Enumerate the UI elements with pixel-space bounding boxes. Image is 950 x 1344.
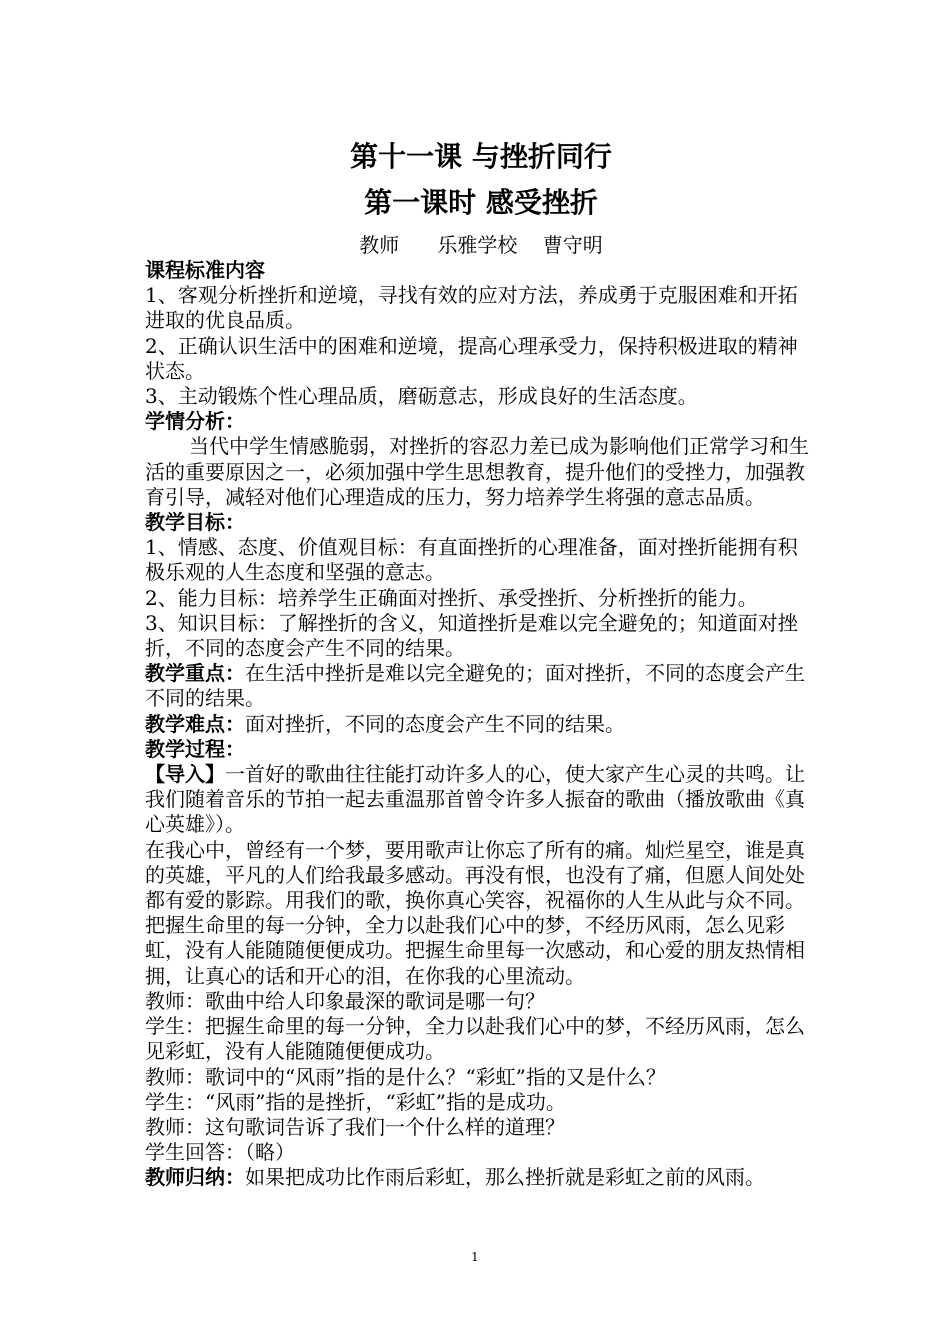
paragraph: [145, 762, 817, 838]
paragraph-text: 如果把成功比作雨后彩虹，那么挫折就是彩虹之前的风雨。: [245, 1165, 765, 1190]
paragraph-text: 面对挫折，不同的态度会产生不同的结果。: [245, 711, 625, 736]
paragraph: [145, 409, 817, 434]
author-line: 教师 乐雅学校 曹守明: [359, 233, 603, 257]
section-heading: 教学过程：: [145, 736, 245, 761]
paragraph-text: 教师：歌曲中给人印象最深的歌词是哪一句？: [145, 988, 545, 1013]
paragraph: [145, 1090, 817, 1115]
paragraph: [145, 1165, 817, 1190]
paragraph: [145, 384, 817, 409]
paragraph-text: 1、情感、态度、价值观目标：有直面挫折的心理准备，面对挫折能拥有积极乐观的人生态度和坚强的意志。: [145, 535, 798, 585]
paragraph: [145, 334, 817, 384]
paragraph-text: 一首好的歌曲往往能打动许多人的心，使大家产生心灵的共鸣。让我们随着音乐的节拍一起去重温那首曾令许多人振奋的歌曲（播放歌曲《真心英雄》）。: [145, 762, 805, 837]
paragraph-text: 当代中学生情感脆弱，对挫折的容忍力差已成为影响他们正常学习和生活的重要原因之一，必须加强中学生思想教育，提升他们的受挫力，加强教育引导，减轻对他们心理造成的压力，努力培养学生将强的意志品质。: [145, 434, 809, 509]
paragraph-text: 教师：这句歌词告诉了我们一个什么样的道理？: [145, 1114, 565, 1139]
paragraph-text: 2、正确认识生活中的困难和逆境，提高心理承受力，保持积极进取的精神状态。: [145, 333, 798, 383]
lesson-subtitle: 第一课时 感受挫折: [364, 186, 598, 219]
paragraph: [145, 661, 817, 711]
paragraph: [145, 258, 817, 283]
paragraph: [145, 838, 817, 989]
lesson-title: 第十一课 与挫折同行: [350, 140, 612, 173]
paragraph-text: 2、能力目标：培养学生正确面对挫折、承受挫折、分析挫折的能力。: [145, 585, 758, 610]
paragraph: [145, 1014, 817, 1064]
paragraph-text: 学生：把握生命里的每一分钟，全力以赴我们心中的梦，不经历风雨，怎么见彩虹，没有人能随随便便成功。: [145, 1014, 805, 1064]
document-body: [145, 258, 817, 1191]
paragraph: [145, 586, 817, 611]
page-number: 1: [471, 1250, 479, 1264]
paragraph-text: 3、主动锻炼个性心理品质，磨砺意志，形成良好的生活态度。: [145, 384, 698, 409]
document-content: [145, 138, 817, 1191]
paragraph: [145, 1115, 817, 1140]
section-heading: 教师归纳：: [145, 1165, 245, 1190]
paragraph-text: 在生活中挫折是难以完全避免的；面对挫折，不同的态度会产生不同的结果。: [145, 661, 805, 711]
paragraph-text: 学生：“风雨”指的是挫折，“彩虹”指的是成功。: [145, 1089, 566, 1114]
paragraph-text: 在我心中，曾经有一个梦，要用歌声让你忘了所有的痛。灿烂星空，谁是真的英雄，平凡的人们给我最多感动。再没有恨，也没有了痛，但愿人间处处都有爱的影踪。用我们的歌，换你真心笑容，祝福你的人生从此与众不同。把握生命里的每一分钟，全力以赴我们心中的梦，不经历风雨，怎么见彩虹，没有人能随随便便成功。把握生命里每一次感动，和心爱的朋友热情相拥，让真心的话和开心的泪，在你我的心里流动。: [145, 837, 805, 988]
paragraph: [145, 535, 817, 585]
paragraph-text: 1、客观分析挫折和逆境，寻找有效的应对方法，养成勇于克服困难和开拓进取的优良品质。: [145, 283, 798, 333]
paragraph: [145, 712, 817, 737]
paragraph: [145, 989, 817, 1014]
section-heading: 学情分析：: [145, 409, 245, 434]
section-heading: 教学难点：: [145, 711, 245, 736]
section-heading: 【导入】: [145, 762, 225, 787]
paragraph: [145, 1140, 817, 1165]
section-heading: 教学目标：: [145, 510, 245, 535]
paragraph: [145, 737, 817, 762]
paragraph: [145, 283, 817, 333]
paragraph-text: 3、知识目标：了解挫折的含义，知道挫折是难以完全避免的；知道面对挫折，不同的态度会产生不同的结果。: [145, 610, 798, 661]
paragraph-text: 教师：歌词中的“风雨”指的是什么？“彩虹”指的又是什么？: [145, 1064, 666, 1089]
section-heading: 课程标准内容: [145, 258, 265, 282]
paragraph: [145, 434, 817, 510]
paragraph: [145, 611, 817, 661]
paragraph-text: 学生回答：（略）: [145, 1140, 295, 1165]
section-heading: 教学重点：: [145, 661, 245, 686]
paragraph: [145, 1065, 817, 1090]
paragraph: [145, 510, 817, 535]
